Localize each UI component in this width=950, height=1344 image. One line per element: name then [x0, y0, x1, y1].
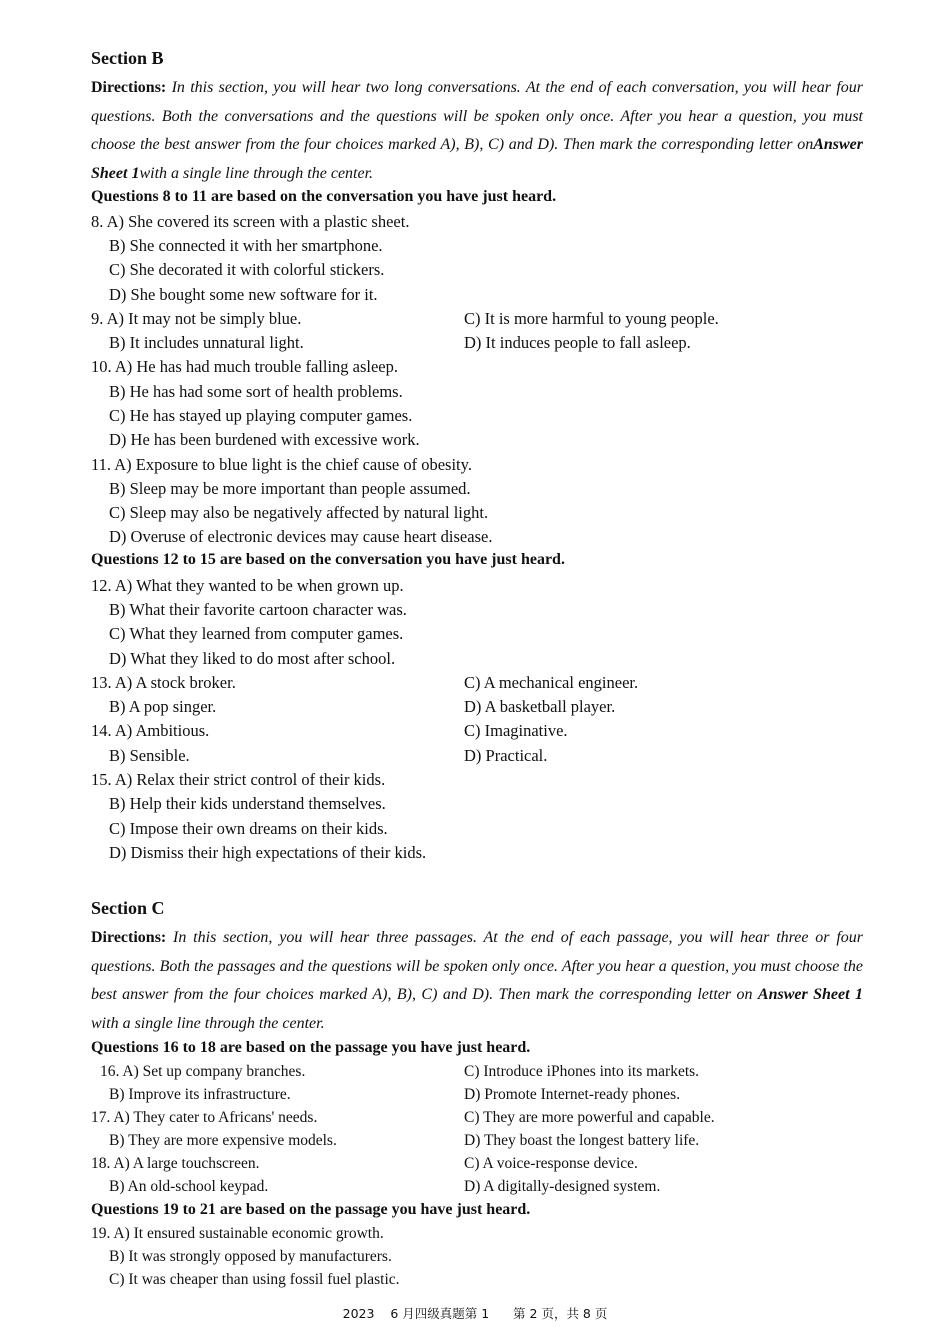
- section-b-title: Section B: [91, 48, 164, 68]
- q16-option-a: 16. A) Set up company branches.: [100, 1063, 306, 1080]
- q12-option-c: C) What they learned from computer games.: [109, 624, 404, 643]
- question-group-heading: Questions 16 to 18 are based on the passage you have just heard.: [91, 1039, 531, 1056]
- q14-option-a: 14. A) Ambitious.: [91, 721, 210, 740]
- q8-option-d: D) She bought some new software for it.: [109, 285, 378, 304]
- q11-option-c: C) Sleep may also be negatively affected by natural light.: [109, 503, 489, 522]
- answer-sheet-label: Answer Sheet 1: [757, 986, 863, 1003]
- section-b-directions: [91, 74, 863, 188]
- directions-text: In this section, you will hear three passages. At the end of each passage, you will hear three or four questions. Both the passages and the questions will be spoken only once. After you hear a question, you must choose the best answer from the four choices marked A), B), C) and D). Then mark the corresponding letter on: [91, 929, 863, 1003]
- directions-text-end: with a single line through the center.: [139, 164, 374, 182]
- q15-option-a: 15. A) Relax their strict control of their kids.: [91, 770, 386, 789]
- q12-option-b: B) What their favorite cartoon character was.: [109, 600, 407, 619]
- q14-option-c: C) Imaginative.: [464, 721, 568, 740]
- q10-option-a: 10. A) He has had much trouble falling asleep.: [91, 357, 398, 376]
- q8-option-a: 8. A) She covered its screen with a plastic sheet.: [91, 212, 410, 231]
- q10-option-b: B) He has had some sort of health problems.: [109, 382, 403, 401]
- q11-option-d: D) Overuse of electronic devices may cause heart disease.: [109, 527, 493, 546]
- q19-option-b: B) It was strongly opposed by manufacturers.: [109, 1248, 392, 1265]
- q9-option-c: C) It is more harmful to young people.: [464, 309, 719, 328]
- q13-option-d: D) A basketball player.: [464, 697, 616, 716]
- q18-option-b: B) An old-school keypad.: [109, 1178, 269, 1195]
- page-footer: 2023 6 月四级真题第 1 第 2 页，共 8 页: [342, 1306, 608, 1321]
- q17-option-c: C) They are more powerful and capable.: [464, 1109, 715, 1126]
- q13-option-c: C) A mechanical engineer.: [464, 673, 639, 692]
- q12-option-a: 12. A) What they wanted to be when grown up.: [91, 576, 404, 595]
- q16-option-b: B) Improve its infrastructure.: [109, 1086, 291, 1103]
- q11-option-a: 11. A) Exposure to blue light is the chief cause of obesity.: [91, 455, 472, 474]
- q18-option-c: C) A voice-response device.: [464, 1155, 638, 1172]
- q19-option-a: 19. A) It ensured sustainable economic growth.: [91, 1225, 384, 1242]
- q10-option-d: D) He has been burdened with excessive work.: [109, 430, 420, 449]
- directions-label: Directions:: [91, 929, 167, 946]
- directions-text-end: with a single line through the center.: [91, 1014, 325, 1032]
- directions-text: In this section, you will hear two long conversations. At the end of each conversation, you will hear four questions. Both the conversations and the questions will be spoken only once. After you hear a question, you must choose the best answer from the four choices marked A), B), C) and D). Then mark the corresponding letter on: [91, 79, 863, 153]
- q16-option-c: C) Introduce iPhones into its markets.: [464, 1063, 700, 1080]
- section-c-title: Section C: [91, 898, 165, 918]
- q15-option-d: D) Dismiss their high expectations of their kids.: [109, 843, 427, 862]
- q11-option-b: B) Sleep may be more important than people assumed.: [109, 479, 471, 498]
- q13-option-a: 13. A) A stock broker.: [91, 673, 236, 692]
- question-group-heading: Questions 12 to 15 are based on the conversation you have just heard.: [91, 551, 565, 568]
- q14-option-d: D) Practical.: [464, 746, 548, 765]
- q17-option-a: 17. A) They cater to Africans' needs.: [91, 1109, 318, 1126]
- q17-option-d: D) They boast the longest battery life.: [464, 1132, 700, 1149]
- q14-option-b: B) Sensible.: [109, 746, 190, 765]
- question-group-heading: Questions 8 to 11 are based on the conversation you have just heard.: [91, 188, 557, 205]
- q12-option-d: D) What they liked to do most after school.: [109, 649, 396, 668]
- q16-option-d: D) Promote Internet-ready phones.: [464, 1086, 681, 1103]
- section-c-directions: [91, 924, 863, 1038]
- question-group-heading: Questions 19 to 21 are based on the passage you have just heard.: [91, 1201, 531, 1218]
- q19-option-c: C) It was cheaper than using fossil fuel plastic.: [109, 1271, 400, 1288]
- q9-option-d: D) It induces people to fall asleep.: [464, 333, 691, 352]
- q15-option-b: B) Help their kids understand themselves.: [109, 794, 386, 813]
- q13-option-b: B) A pop singer.: [109, 697, 217, 716]
- answer-sheet-label: Answer Sheet 1: [91, 136, 863, 182]
- q9-option-a: 9. A) It may not be simply blue.: [91, 309, 302, 328]
- q17-option-b: B) They are more expensive models.: [109, 1132, 337, 1149]
- q8-option-c: C) She decorated it with colorful stickers.: [109, 260, 385, 279]
- q10-option-c: C) He has stayed up playing computer games.: [109, 406, 413, 425]
- q18-option-d: D) A digitally-designed system.: [464, 1178, 661, 1195]
- q18-option-a: 18. A) A large touchscreen.: [91, 1155, 260, 1172]
- q9-option-b: B) It includes unnatural light.: [109, 333, 304, 352]
- q15-option-c: C) Impose their own dreams on their kids.: [109, 819, 388, 838]
- q8-option-b: B) She connected it with her smartphone.: [109, 236, 383, 255]
- directions-label: Directions:: [91, 79, 167, 96]
